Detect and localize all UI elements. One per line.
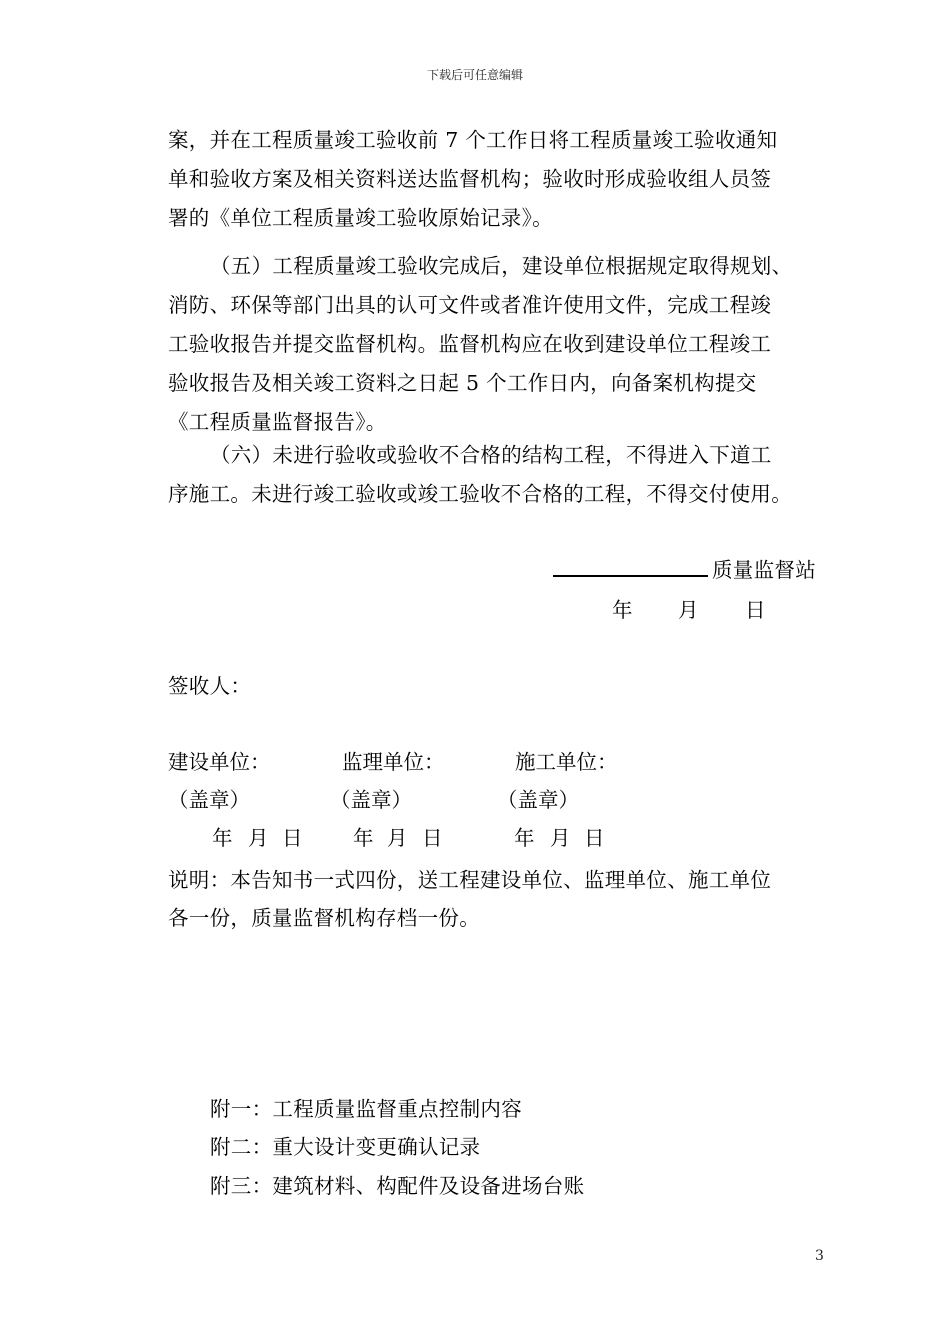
station-name: 质量监督站 (712, 558, 816, 582)
paragraph-line: 序施工。未进行竣工验收或竣工验收不合格的工程，不得交付使用。 (168, 482, 792, 506)
unit-date-day: 日 (584, 826, 605, 850)
unit-date-year: 年 (212, 826, 233, 850)
unit-date-day: 日 (422, 826, 443, 850)
paragraph-line: 单和验收方案及相关资料送达监督机构；验收时形成验收组人员签 (168, 167, 772, 191)
unit-date-year: 年 (514, 826, 535, 850)
page-header: 下载后可任意编辑 (426, 68, 523, 82)
unit-name-supervision: 监理单位： (342, 750, 445, 774)
receiver-label: 签收人： (168, 674, 252, 698)
appendix-item: 附二：重大设计变更确认记录 (210, 1135, 481, 1159)
paragraph-line: 案，并在工程质量竣工验收前 7 个工作日将工程质量竣工验收通知 (168, 128, 778, 152)
unit-seal-contractor: （盖章） (497, 788, 579, 812)
unit-seal-construction: （盖章） (168, 788, 250, 812)
paragraph-line: 工验收报告并提交监督机构。监督机构应在收到建设单位工程竣工 (168, 332, 772, 356)
unit-name-contractor: 施工单位： (515, 750, 618, 774)
signature-year: 年 (612, 598, 633, 622)
paragraph-line: （六）未进行验收或验收不合格的结构工程，不得进入下道工 (210, 443, 772, 467)
note-line: 各一份，质量监督机构存档一份。 (168, 906, 480, 930)
station-signature (553, 556, 816, 584)
paragraph-line: 验收报告及相关竣工资料之日起 5 个工作日内，向备案机构提交 (168, 371, 757, 395)
unit-date-year: 年 (353, 826, 374, 850)
appendix-item: 附一：工程质量监督重点控制内容 (210, 1097, 522, 1121)
unit-date-month: 月 (387, 826, 408, 850)
paragraph-line: 署的《单位工程质量竣工验收原始记录》。 (168, 206, 553, 230)
unit-date-month: 月 (550, 826, 571, 850)
signature-month: 月 (678, 598, 699, 622)
page-number: 3 (815, 1248, 824, 1264)
note-line: 说明：本告知书一式四份，送工程建设单位、监理单位、施工单位 (168, 868, 772, 892)
appendix-item: 附三：建筑材料、构配件及设备进场台账 (210, 1174, 585, 1198)
unit-seal-supervision: （盖章） (330, 788, 412, 812)
unit-date-day: 日 (282, 826, 303, 850)
signature-day: 日 (745, 598, 766, 622)
signature-blank (553, 557, 708, 577)
unit-name-construction: 建设单位： (168, 750, 271, 774)
paragraph-line: 《工程质量监督报告》。 (168, 410, 387, 434)
paragraph-line: 消防、环保等部门出具的认可文件或者准许使用文件，完成工程竣 (168, 293, 772, 317)
unit-date-month: 月 (248, 826, 269, 850)
paragraph-line: （五）工程质量竣工验收完成后，建设单位根据规定取得规划、 (210, 254, 793, 278)
